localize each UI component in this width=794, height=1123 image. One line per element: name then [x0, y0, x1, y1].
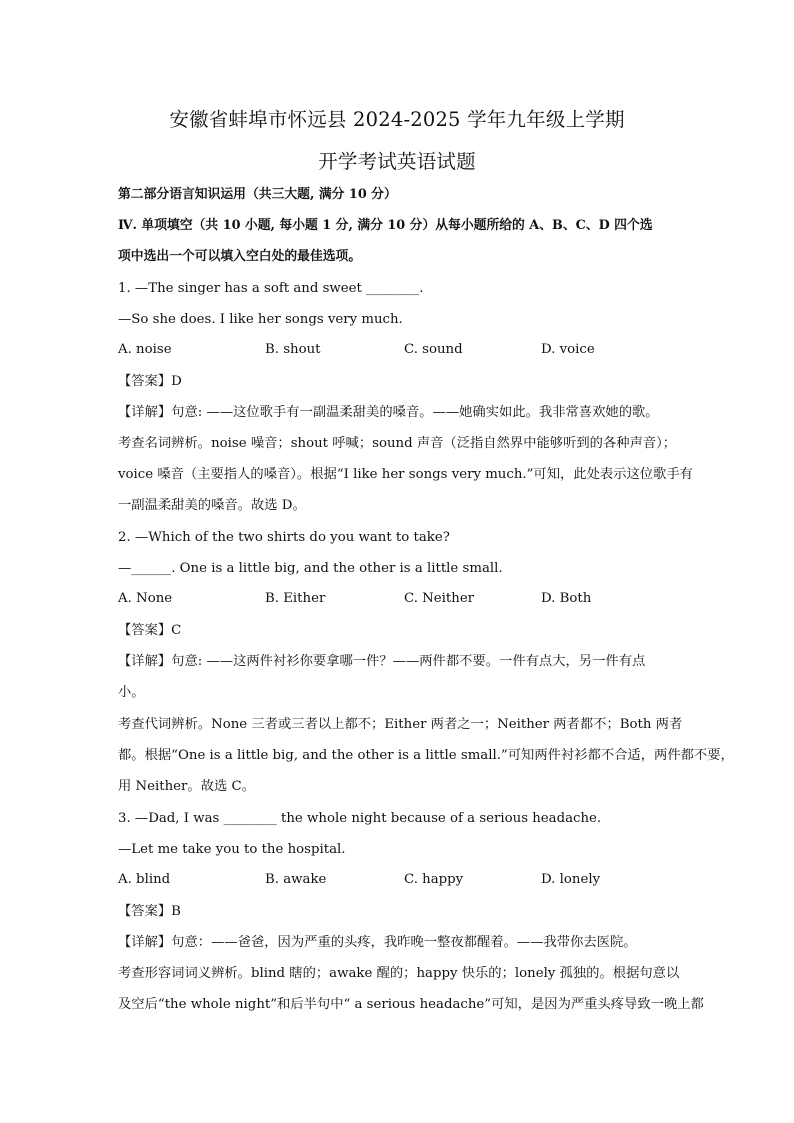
explanation-line: 考查形容词词义辨析。blind 瞎的；awake 醒的；happy 快乐的；lonely 孤独的。根据句意以: [118, 966, 680, 981]
explanation-line: 一副温柔甜美的嗓音。故选 D。: [118, 498, 306, 513]
option-a: A. blind: [118, 872, 171, 887]
explanation-line: 小。: [118, 685, 145, 700]
question-reply: —So she does. I like her songs very much.: [118, 312, 403, 327]
option-b: B. Either: [265, 591, 326, 606]
question-stem: 2. —Which of the two shirts do you want to take?: [118, 530, 450, 545]
question-stem: 1. —The singer has a soft and sweet ________.: [118, 281, 424, 296]
question-reply: —______. One is a little big, and the other is a little small.: [118, 561, 503, 576]
explanation-line: 【详解】句意: ——这位歌手有一副温柔甜美的嗓音。——她确实如此。我非常喜欢她的歌。: [118, 405, 659, 420]
option-d: D. Both: [541, 591, 592, 606]
explanation-line: 【详解】句意: ——这两件衬衫你要拿哪一件？——两件都不要。一件有点大，另一件有点: [118, 654, 646, 669]
doc-title-line1: 安徽省蚌埠市怀远县 2024-2025 学年九年级上学期: [169, 108, 625, 131]
answer: 【答案】B: [118, 904, 181, 919]
option-d: D. voice: [541, 342, 595, 357]
answer: 【答案】C: [118, 623, 182, 638]
question-stem: 3. —Dad, I was ________ the whole night because of a serious headache.: [118, 811, 602, 826]
instruction-line: 项中选出一个可以填入空白处的最佳选项。: [118, 249, 362, 264]
option-b: B. shout: [265, 342, 321, 357]
explanation-line: voice 嗓音（主要指人的嗓音）。根据“I like her songs very much.”可知，此处表示这位歌手有: [118, 467, 693, 482]
question-reply: —Let me take you to the hospital.: [118, 842, 346, 857]
instruction-line: Ⅳ. 单项填空（共 10 小题, 每小题 1 分, 满分 10 分）从每小题所给的 A、B、C、D 四个选: [118, 218, 653, 233]
option-b: B. awake: [265, 872, 327, 887]
option-c: C. sound: [404, 342, 463, 357]
section-heading: 第二部分语言知识运用（共三大题, 满分 10 分）: [118, 187, 397, 202]
option-a: A. noise: [118, 342, 172, 357]
explanation-line: 【详解】句意：——爸爸，因为严重的头疼，我昨晚一整夜都醒着。——我带你去医院。: [118, 935, 637, 950]
option-a: A. None: [118, 591, 173, 606]
option-c: C. Neither: [404, 591, 475, 606]
doc-title-line2: 开学考试英语试题: [318, 150, 476, 173]
option-d: D. lonely: [541, 872, 601, 887]
explanation-line: 及空后“the whole night”和后半句中“ a serious headache”可知，是因为严重头疼导致一晚上都: [118, 997, 704, 1012]
option-c: C. happy: [404, 872, 464, 887]
explanation-line: 考查代词辨析。None 三者或三者以上都不；Either 两者之一；Neither 两者都不；Both 两者: [118, 717, 683, 732]
explanation-line: 都。根据“One is a little big, and the other is a little small.”可知两件衬衫都不合适，两件都不要，: [118, 748, 734, 763]
explanation-line: 用 Neither。故选 C。: [118, 779, 256, 794]
answer: 【答案】D: [118, 374, 182, 389]
explanation-line: 考查名词辨析。noise 噪音；shout 呼喊；sound 声音（泛指自然界中能够听到的各种声音）；: [118, 436, 677, 451]
